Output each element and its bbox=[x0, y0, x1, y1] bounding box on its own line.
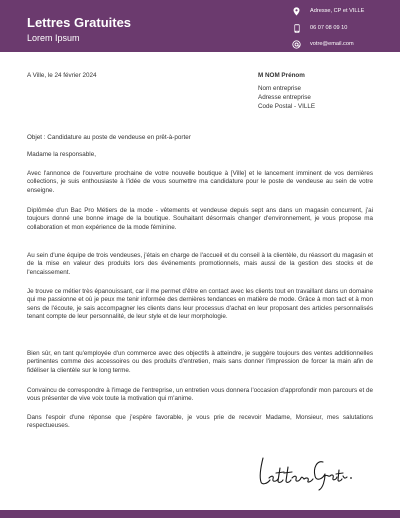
contact-email-text: votre@email.com bbox=[310, 41, 354, 47]
contact-address-text: Adresse, CP et VILLE bbox=[310, 8, 365, 14]
recipient-city: Code Postal - VILLE bbox=[258, 102, 316, 110]
letter-paragraph-4: Je trouve ce métier très épanouissant, car il me permet d'être en contact avec les clients tout en travaillant dans un domaine qui me passionne et où je peux me tenir informée des dernières tendances en matière de mode. Grâce à mon tact et à mon sens de l'écoute, je sais accompagner les clients dans leur processus d'achat en leur proposant des articles personnalisés tenant compte de leur personnalité, de leur style et de leur morphologie. bbox=[27, 288, 373, 321]
contact-email bbox=[291, 39, 354, 49]
handwritten-signature bbox=[255, 450, 355, 492]
contact-phone-text: 06 07 08 09 10 bbox=[310, 25, 348, 31]
letter-salutation: Madame la responsable, bbox=[27, 151, 96, 158]
brand-title: Lettres Gratuites bbox=[27, 15, 132, 30]
at-sign-icon bbox=[291, 39, 302, 49]
recipient-name: M NOM Prénom bbox=[258, 72, 305, 79]
recipient-block bbox=[258, 72, 315, 112]
phone-icon bbox=[291, 23, 302, 33]
letter-paragraph-6: Convaincu de correspondre à l'image de l'entreprise, un entretien vous donnera l'occasion d'approfondir mon parcours et de vous présenter de vive voix toute la motivation qui m'anime. bbox=[27, 387, 373, 403]
brand-subtitle: Lorem Ipsum bbox=[27, 33, 80, 43]
recipient-company: Nom entreprise bbox=[258, 84, 302, 92]
contact-address bbox=[291, 6, 364, 16]
letter-object: Objet : Candidature au poste de vendeuse en prêt-à-porter bbox=[27, 134, 191, 141]
page-footer-bar bbox=[0, 510, 400, 518]
recipient-address: Adresse entreprise bbox=[258, 93, 311, 101]
location-pin-icon bbox=[291, 6, 302, 16]
letter-closing: Dans l'espoir d'une réponse que j'espère favorable, je vous prie de recevoir Madame, Monsieur, mes salutations respectueuses. bbox=[27, 414, 373, 430]
letter-paragraph-3: Au sein d'une équipe de trois vendeuses, j'étais en charge de l'accueil et du conseil à la clientèle, du réassort du magasin et de la mise en valeur des produits lors des événements promotionnels, mais aussi de la gestion des stocks et de l'encaissement. bbox=[27, 252, 373, 276]
page-header bbox=[0, 0, 400, 52]
letter-paragraph-1: Avec l'annonce de l'ouverture prochaine de votre nouvelle boutique à [Ville] et le lancement imminent de vos dernières collections, je suis enthousiaste à l'idée de vous soumettre ma candidature pour le poste de vendeuse au sein de votre enseigne. bbox=[27, 170, 373, 194]
letter-paragraph-2: Diplômée d'un Bac Pro Métiers de la mode - vêtements et vendeuse depuis sept ans dans un magasin concurrent, j'ai toujours donné une bonne image de la boutique. Souhaitant désormais changer d'environnement, je vous propose ma collaboration et mon expérience de la mode féminine. bbox=[27, 207, 373, 231]
contact-phone bbox=[291, 23, 347, 33]
letter-paragraph-5: Bien sûr, en tant qu'employée d'un commerce avec des objectifs à atteindre, je suggère toujours des ventes additionnelles pertinentes comme des accessoires ou des produits d'entretien, mais sans donner l'impression de forcer la main afin de fidéliser la clientèle sur le long terme. bbox=[27, 350, 373, 374]
letter-date: A Ville, le 24 février 2024 bbox=[27, 72, 97, 79]
